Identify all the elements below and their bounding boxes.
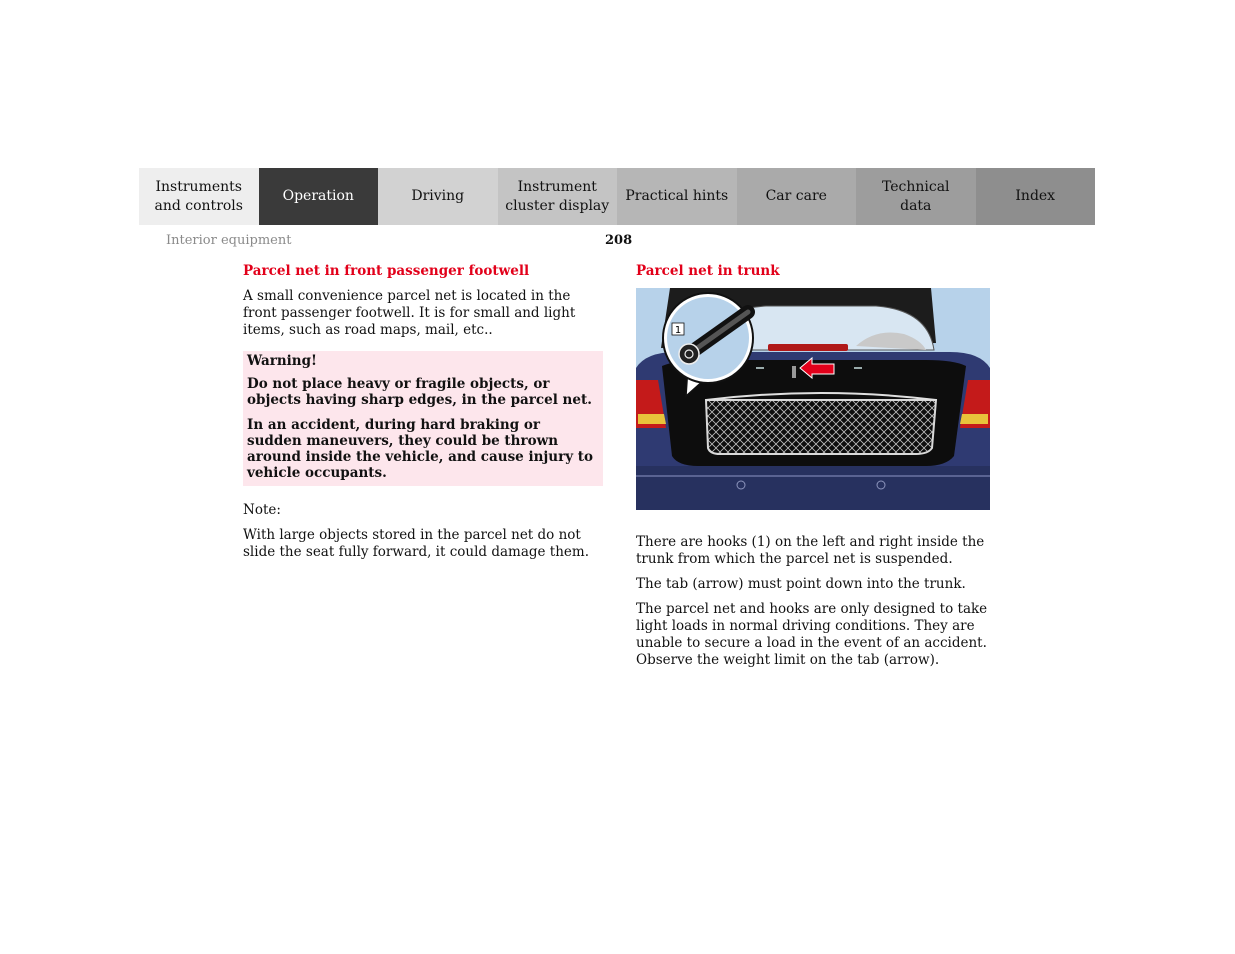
trunk-text-1: There are hooks (1) on the left and right inside the trunk from which the parcel net is suspended.	[636, 534, 985, 567]
tab-label: Instruments and controls	[154, 178, 243, 214]
warning-box	[243, 351, 603, 486]
note-label: Note:	[243, 502, 281, 518]
warning-text-1: Do not place heavy or fragile objects, or objects having sharp edges, in the parcel net.	[247, 376, 592, 408]
tab-label: Index	[1015, 188, 1056, 204]
tab-label: Operation	[282, 188, 354, 204]
trunk-text-3: The parcel net and hooks are only designed to take light loads in normal driving conditions. They are unable to secure a load in the event of an accident. Observe the weight limit on the tab (arrow).	[636, 601, 988, 668]
callout-number: 1	[674, 325, 682, 336]
page-number: 208	[605, 233, 633, 248]
footwell-intro: A small convenience parcel net is located in the front passenger footwell. It is for small and light items, such as road maps, mail, etc..	[243, 288, 576, 338]
bumper	[636, 466, 990, 510]
tab-index[interactable]	[976, 168, 1096, 225]
net-tab	[792, 366, 796, 378]
tab-label: Practical hints	[625, 188, 729, 204]
tab-label: Driving	[411, 188, 465, 204]
parcel-net	[706, 400, 936, 454]
tab-label: Car care	[765, 188, 827, 204]
left-column	[243, 263, 603, 569]
tab-practical-hints[interactable]	[617, 168, 737, 225]
trunk-parcel-net-illustration	[636, 288, 990, 510]
tab-technical-data[interactable]	[856, 168, 976, 225]
note-text: With large objects stored in the parcel net do not slide the seat fully forward, it could damage them.	[243, 527, 590, 560]
tab-car-care[interactable]	[737, 168, 857, 225]
chapter-tabs	[139, 168, 1095, 225]
footwell-heading: Parcel net in front passenger footwell	[243, 263, 530, 279]
trunk-text-2: The tab (arrow) must point down into the trunk.	[636, 576, 966, 592]
trunk-heading: Parcel net in trunk	[636, 263, 780, 279]
tab-instrument-cluster-display[interactable]	[498, 168, 618, 225]
warning-title: Warning!	[247, 353, 317, 369]
hook-closeup-icon	[679, 344, 699, 364]
section-title: Interior equipment	[166, 233, 292, 248]
warning-text-2: In an accident, during hard braking or sudden maneuvers, they could be thrown around inside the vehicle, and cause injury to vehicle occupants.	[247, 417, 594, 481]
tab-label: Technical data	[881, 178, 950, 214]
tab-driving[interactable]	[378, 168, 498, 225]
tab-label: Instrument cluster display	[505, 178, 610, 214]
right-column	[636, 263, 994, 677]
tab-instruments-and-controls[interactable]	[139, 168, 259, 225]
tab-operation[interactable]	[259, 168, 379, 225]
brake-light	[768, 344, 848, 351]
